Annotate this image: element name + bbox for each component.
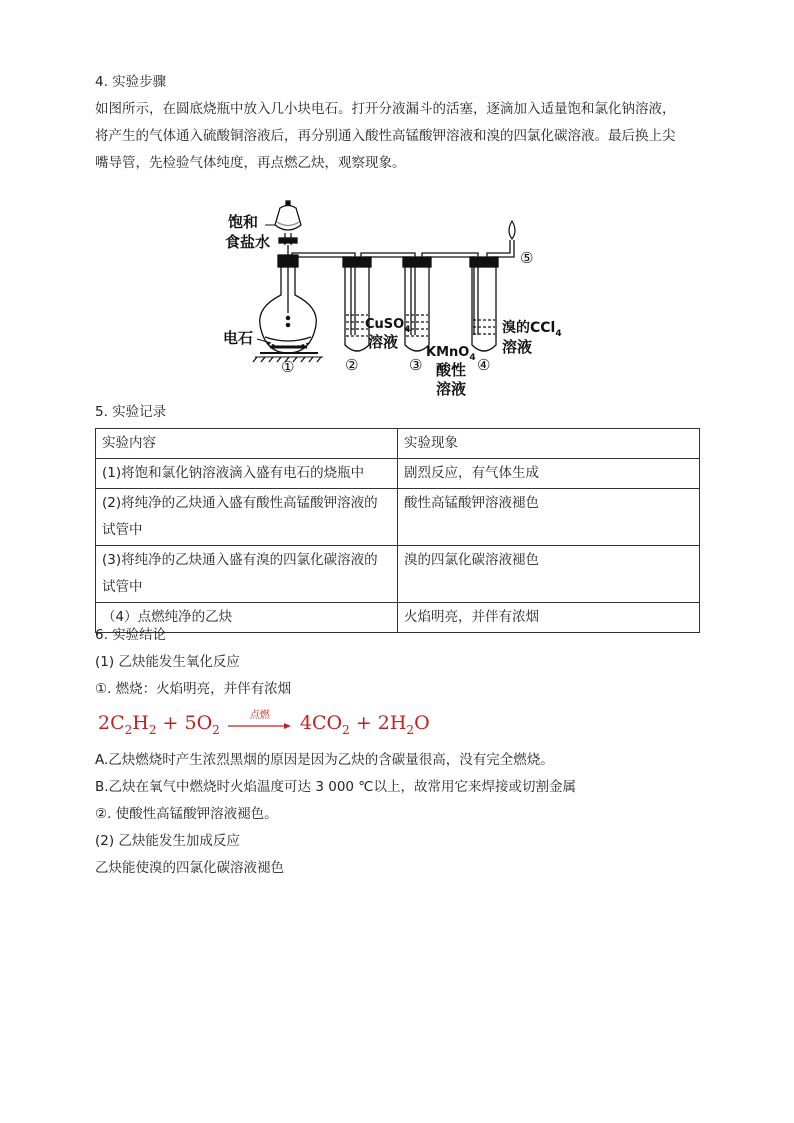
table-cell-content: (2)将纯净的乙炔通入盛有酸性高锰酸钾溶液的试管中 — [96, 489, 398, 546]
funnel-label-1: 饱和 — [228, 213, 259, 231]
ccl4-label: 溴的CCl$_4$ — [502, 320, 562, 339]
table-cell-content: （4）点燃纯净的乙炔 — [96, 603, 398, 633]
reaction-condition: 点燃 — [249, 710, 270, 721]
subsection-1-heading: (1) 乙炔能发生氧化反应 — [95, 654, 240, 670]
table-cell-phenomenon: 溴的四氯化碳溶液褪色 — [398, 546, 700, 603]
table-cell-phenomenon: 酸性高锰酸钾溶液褪色 — [398, 489, 700, 546]
paragraph-line-3: 嘴导管，先检验气体纯度，再点燃乙炔，观察现象。 — [95, 155, 406, 171]
combustion-equation: $2C_2H_2 + 5O_2$ 点燃 $4CO_2 + 2H_2O$ — [98, 712, 430, 737]
note-a: A.乙炔燃烧时产生浓烈黑烟的原因是因为乙炔的含碳量很高，没有完全燃烧。 — [95, 752, 554, 768]
funnel-label-2: 食盐水 — [225, 233, 271, 251]
label-1: ① — [281, 358, 295, 376]
experiment-record-table — [95, 428, 700, 633]
permanganate-item: ②. 使酸性高锰酸钾溶液褪色。 — [95, 806, 278, 822]
table-cell-phenomenon: 火焰明亮，并伴有浓烟 — [398, 603, 700, 633]
label-5: ⑤ — [520, 249, 534, 267]
arrow-icon — [228, 714, 292, 734]
section-5-heading: 5. 实验记录 — [95, 404, 167, 420]
note-b: B.乙炔在氧气中燃烧时火焰温度可达 3 000 ℃以上，故常用它来焊接或切割金属 — [95, 779, 576, 795]
round-bottom-flask — [253, 255, 323, 362]
cuso4-solution-label: 溶液 — [368, 333, 399, 351]
table-cell-content: (3)将纯净的乙炔通入盛有溴的四氯化碳溶液的试管中 — [96, 546, 398, 603]
section-4-heading: 4. 实验步骤 — [95, 74, 167, 90]
table-row — [96, 546, 700, 603]
table-header-row — [96, 429, 700, 459]
test-tube-3 — [403, 257, 431, 351]
cuso4-label: CuSO$_4$ — [365, 317, 411, 335]
section-6-heading: 6. 实验结论 — [95, 627, 167, 643]
flame-icon — [509, 221, 515, 239]
kmno4-acidic-label: 酸性 — [436, 361, 467, 379]
table-header-content: 实验内容 — [96, 429, 398, 459]
table-cell-phenomenon: 剧烈反应，有气体生成 — [398, 459, 700, 489]
label-3: ③ — [409, 356, 423, 374]
table-row — [96, 489, 700, 546]
subsection-2-heading: (2) 乙炔能发生加成反应 — [95, 833, 240, 849]
paragraph-line-2: 将产生的气体通入硫酸铜溶液后，再分别通入酸性高锰酸钾溶液和溴的四氯化碳溶液。最后换上尖 — [95, 128, 676, 144]
apparatus-diagram — [215, 195, 562, 400]
ccl4-solution-label: 溶液 — [502, 338, 533, 356]
table-row — [96, 459, 700, 489]
carbide-leader — [257, 339, 271, 343]
paragraph-line-1: 如图所示，在圆底烧瓶中放入几小块电石。打开分液漏斗的活塞，逐滴加入适量饱和氯化钠溶液， — [95, 101, 676, 117]
label-4: ④ — [477, 356, 491, 374]
section-4-paragraph — [95, 96, 705, 177]
reaction-arrow — [228, 710, 292, 734]
combustion-item: ①. 燃烧：火焰明亮，并伴有浓烟 — [95, 681, 292, 697]
test-tube-2 — [343, 257, 371, 351]
table-row — [96, 603, 700, 633]
kmno4-label: KMnO$_4$ — [426, 345, 476, 363]
addition-conclusion: 乙炔能使溴的四氯化碳溶液褪色 — [95, 860, 284, 876]
label-2: ② — [345, 356, 359, 374]
carbide-label: 电石 — [223, 329, 254, 347]
table-cell-content: (1)将饱和氯化钠溶液滴入盛有电石的烧瓶中 — [96, 459, 398, 489]
table-header-phenomenon: 实验现象 — [398, 429, 700, 459]
kmno4-solution-label: 溶液 — [436, 380, 467, 398]
